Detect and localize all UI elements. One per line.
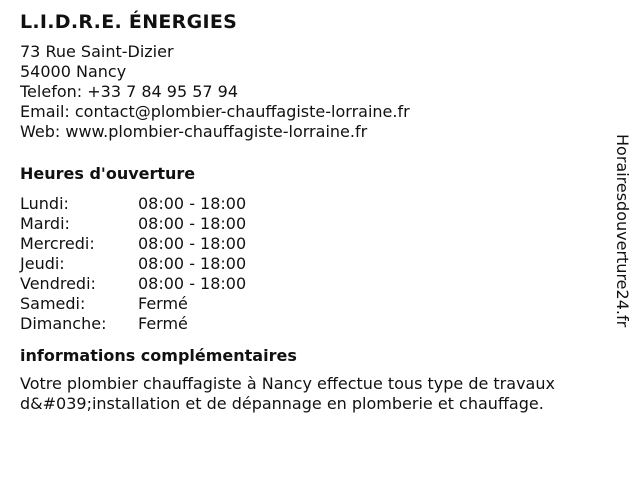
phone-line: Telefon: +33 7 84 95 57 94 — [20, 82, 239, 101]
additional-info-title: informations complémentaires — [20, 346, 297, 365]
time-value: Fermé — [138, 294, 188, 313]
hours-row-sunday — [20, 314, 610, 334]
time-value: Fermé — [138, 314, 188, 333]
hours-row-monday — [20, 194, 610, 214]
business-card — [20, 10, 610, 414]
hours-row-tuesday — [20, 214, 610, 234]
hours-row-friday — [20, 274, 610, 294]
day-label: Mercredi: — [20, 234, 95, 253]
time-value: 08:00 - 18:00 — [138, 234, 247, 253]
additional-info-text: Votre plombier chauffagiste à Nancy effectue tous type de travaux d&#039;installation et de dépannage en plomberie et chauffage. — [20, 374, 555, 413]
business-name: L.I.D.R.E. ÉNERGIES — [20, 11, 238, 33]
day-label: Mardi: — [20, 214, 70, 233]
day-label: Dimanche: — [20, 314, 107, 333]
hours-row-saturday — [20, 294, 610, 314]
time-value: 08:00 - 18:00 — [138, 254, 247, 273]
address-line-2: 54000 Nancy — [20, 62, 127, 81]
time-value: 08:00 - 18:00 — [138, 194, 247, 213]
email-line: Email: contact@plombier-chauffagiste-lorraine.fr — [20, 102, 410, 121]
opening-hours-title: Heures d'ouverture — [20, 164, 196, 183]
time-value: 08:00 - 18:00 — [138, 274, 247, 293]
hours-row-thursday — [20, 254, 610, 274]
address-line-1: 73 Rue Saint-Dizier — [20, 42, 174, 61]
day-label: Samedi: — [20, 294, 86, 313]
web-line: Web: www.plombier-chauffagiste-lorraine.fr — [20, 122, 368, 141]
site-watermark-text: Horairesdouverture24.fr — [613, 134, 632, 328]
day-label: Jeudi: — [20, 254, 65, 273]
time-value: 08:00 - 18:00 — [138, 214, 247, 233]
day-label: Lundi: — [20, 194, 69, 213]
day-label: Vendredi: — [20, 274, 96, 293]
hours-row-wednesday — [20, 234, 610, 254]
opening-hours-list — [20, 194, 610, 334]
